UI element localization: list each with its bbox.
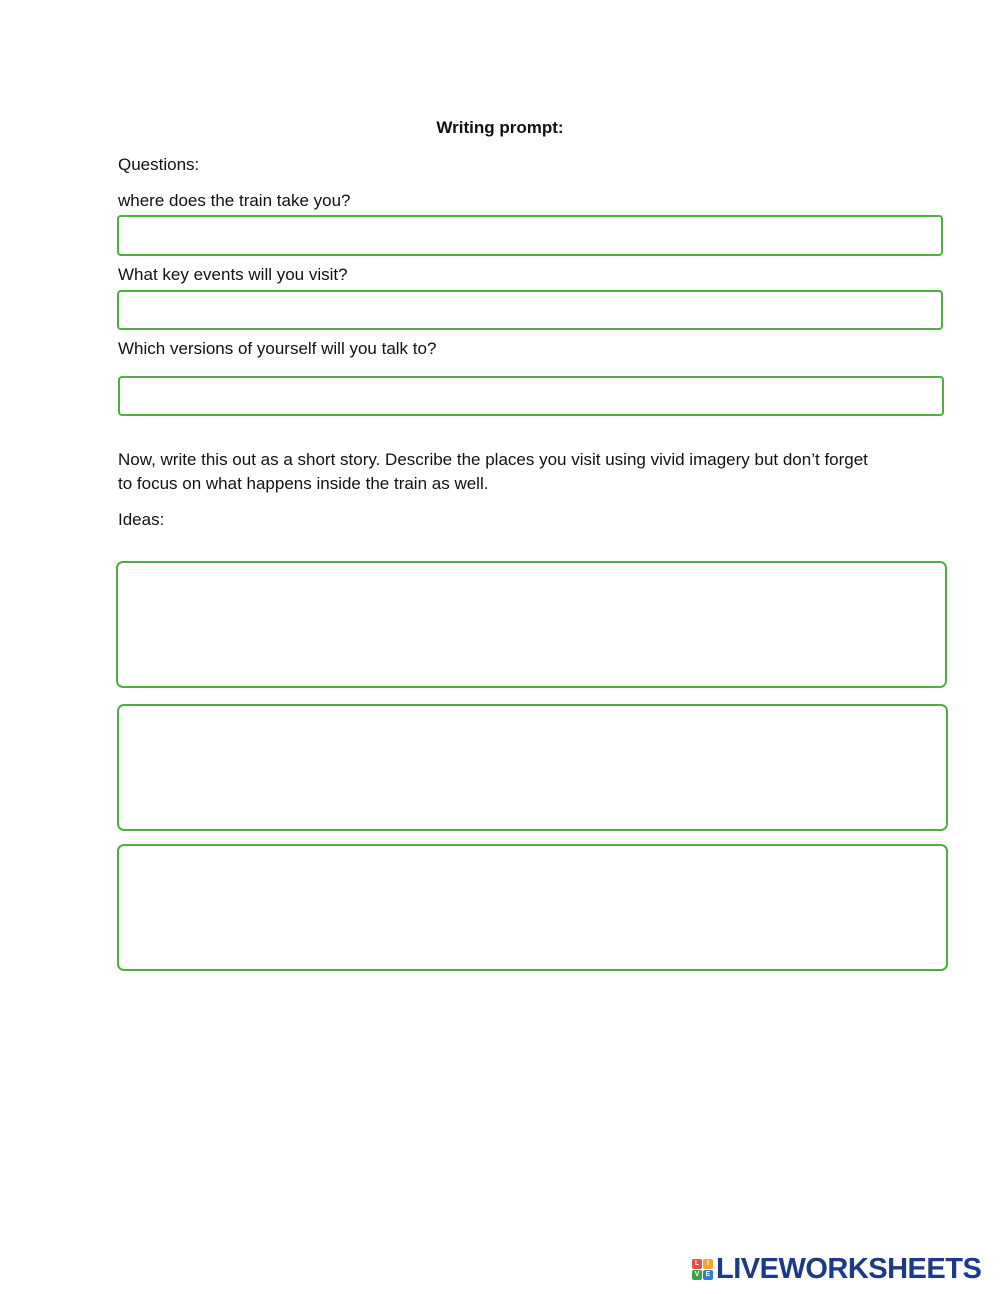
question-3-label: Which versions of yourself will you talk to? [118,339,437,358]
idea-textarea-1[interactable] [116,561,947,688]
logo-mark-letter: V [692,1270,702,1280]
liveworksheets-logo [692,1254,981,1284]
questions-heading: Questions: [118,155,200,174]
logo-text: LIVEWORKSHEETS [716,1253,982,1285]
story-instructions-line-1: Now, write this out as a short story. Describe the places you visit using vivid imagery but don’t forget [118,450,868,469]
idea-textarea-2[interactable] [117,704,948,831]
logo-mark-letter: E [703,1270,713,1280]
idea-textarea-3[interactable] [117,844,948,971]
worksheet-title: Writing prompt: [436,118,564,137]
logo-mark-icon [692,1259,713,1280]
ideas-heading: Ideas: [118,510,165,529]
story-instructions-line-2: to focus on what happens inside the train as well. [118,474,489,493]
question-2-label: What key events will you visit? [118,265,348,284]
logo-mark-letter: L [692,1259,702,1269]
story-instructions [118,448,898,496]
answer-input-3[interactable] [118,376,944,416]
answer-input-2[interactable] [117,290,943,330]
answer-input-1[interactable] [117,215,943,256]
question-1-label: where does the train take you? [118,191,351,210]
logo-mark-letter: I [703,1259,713,1269]
